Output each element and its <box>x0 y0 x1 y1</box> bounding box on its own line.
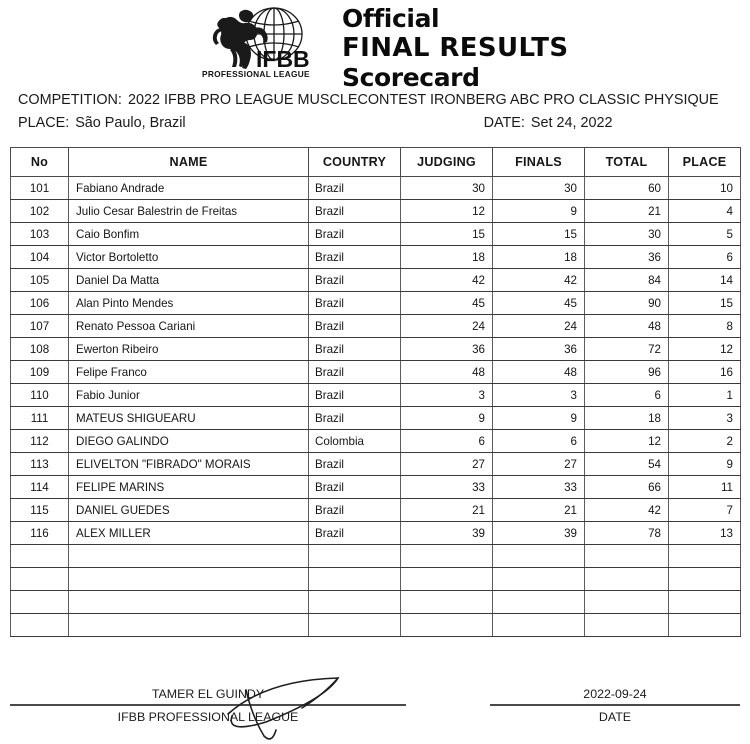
cell-total <box>585 568 669 591</box>
cell-country <box>309 545 401 568</box>
cell-judging: 42 <box>401 269 493 292</box>
cell-name: Alan Pinto Mendes <box>69 292 309 315</box>
results-table <box>10 147 741 637</box>
cell-no: 110 <box>11 384 69 407</box>
document-header <box>0 0 750 92</box>
table-row <box>11 545 741 568</box>
table-row <box>11 614 741 637</box>
cell-no: 101 <box>11 177 69 200</box>
cell-total <box>585 614 669 637</box>
cell-judging <box>401 545 493 568</box>
cell-finals <box>493 545 585 568</box>
cell-finals: 33 <box>493 476 585 499</box>
cell-judging: 12 <box>401 200 493 223</box>
results-table-wrap <box>10 147 740 637</box>
cell-total: 54 <box>585 453 669 476</box>
cell-name: DIEGO GALINDO <box>69 430 309 453</box>
cell-country: Brazil <box>309 292 401 315</box>
cell-finals: 48 <box>493 361 585 384</box>
title-line-scorecard: Scorecard <box>342 63 480 92</box>
table-row <box>11 315 741 338</box>
cell-name: ALEX MILLER <box>69 522 309 545</box>
column-header-total: TOTAL <box>585 148 669 177</box>
cell-place: 10 <box>669 177 741 200</box>
competition-label: COMPETITION: <box>18 92 122 108</box>
cell-no: 109 <box>11 361 69 384</box>
cell-name: Victor Bortoletto <box>69 246 309 269</box>
cell-judging: 39 <box>401 522 493 545</box>
cell-place <box>669 591 741 614</box>
cell-country: Brazil <box>309 453 401 476</box>
cell-judging: 6 <box>401 430 493 453</box>
cell-no: 116 <box>11 522 69 545</box>
cell-name <box>69 568 309 591</box>
place-value: São Paulo, Brazil <box>75 115 186 131</box>
title-line-official: Official <box>342 4 440 33</box>
column-header-judging: JUDGING <box>401 148 493 177</box>
cell-total: 30 <box>585 223 669 246</box>
cell-country: Brazil <box>309 338 401 361</box>
cell-no: 111 <box>11 407 69 430</box>
cell-finals <box>493 568 585 591</box>
table-row <box>11 453 741 476</box>
cell-name <box>69 545 309 568</box>
cell-name: Daniel Da Matta <box>69 269 309 292</box>
table-row <box>11 200 741 223</box>
cell-place: 4 <box>669 200 741 223</box>
document-footer <box>0 678 750 744</box>
footer-date-label: DATE <box>598 710 632 724</box>
signature-name: TAMER EL GUINDY <box>151 687 265 701</box>
cell-name <box>69 614 309 637</box>
table-row <box>11 522 741 545</box>
table-row <box>11 430 741 453</box>
title-line-final-results: FINAL RESULTS <box>342 33 569 63</box>
cell-judging <box>401 614 493 637</box>
cell-place: 3 <box>669 407 741 430</box>
cell-judging: 33 <box>401 476 493 499</box>
cell-judging: 9 <box>401 407 493 430</box>
cell-country: Brazil <box>309 522 401 545</box>
cell-total: 18 <box>585 407 669 430</box>
cell-name: FELIPE MARINS <box>69 476 309 499</box>
cell-place: 9 <box>669 453 741 476</box>
cell-place <box>669 545 741 568</box>
cell-total: 42 <box>585 499 669 522</box>
cell-total: 84 <box>585 269 669 292</box>
cell-country: Brazil <box>309 476 401 499</box>
cell-place: 15 <box>669 292 741 315</box>
cell-finals: 45 <box>493 292 585 315</box>
cell-country: Brazil <box>309 384 401 407</box>
cell-finals: 9 <box>493 200 585 223</box>
table-row <box>11 269 741 292</box>
cell-judging <box>401 591 493 614</box>
cell-place: 7 <box>669 499 741 522</box>
cell-total: 60 <box>585 177 669 200</box>
cell-no <box>11 568 69 591</box>
cell-place: 5 <box>669 223 741 246</box>
cell-place <box>669 614 741 637</box>
cell-country: Brazil <box>309 177 401 200</box>
cell-finals: 6 <box>493 430 585 453</box>
footer-date-value: 2022-09-24 <box>583 687 647 701</box>
cell-total: 72 <box>585 338 669 361</box>
column-header-place: PLACE <box>669 148 741 177</box>
cell-country: Brazil <box>309 200 401 223</box>
cell-place: 11 <box>669 476 741 499</box>
cell-country: Brazil <box>309 246 401 269</box>
cell-judging <box>401 568 493 591</box>
cell-judging: 21 <box>401 499 493 522</box>
cell-name: Caio Bonfim <box>69 223 309 246</box>
signature-block <box>10 684 406 726</box>
place-label: PLACE: <box>18 115 70 131</box>
ifbb-acronym: IFBB <box>256 46 310 72</box>
competition-value: 2022 IFBB PRO LEAGUE MUSCLECONTEST IRONBERG ABC PRO CLASSIC PHYSIQUE <box>127 92 719 108</box>
cell-finals: 42 <box>493 269 585 292</box>
competition-row <box>18 92 740 115</box>
cell-country: Brazil <box>309 499 401 522</box>
column-header-finals: FINALS <box>493 148 585 177</box>
cell-judging: 30 <box>401 177 493 200</box>
cell-country <box>309 614 401 637</box>
cell-no <box>11 545 69 568</box>
cell-no: 113 <box>11 453 69 476</box>
column-header-country: COUNTRY <box>309 148 401 177</box>
column-header-no: No <box>11 148 69 177</box>
table-row <box>11 361 741 384</box>
cell-place: 13 <box>669 522 741 545</box>
cell-total: 36 <box>585 246 669 269</box>
cell-finals: 30 <box>493 177 585 200</box>
table-row <box>11 384 741 407</box>
table-row <box>11 568 741 591</box>
cell-total: 96 <box>585 361 669 384</box>
cell-total: 6 <box>585 384 669 407</box>
cell-no <box>11 591 69 614</box>
cell-country: Colombia <box>309 430 401 453</box>
cell-no: 112 <box>11 430 69 453</box>
cell-total: 78 <box>585 522 669 545</box>
table-row <box>11 407 741 430</box>
cell-judging: 36 <box>401 338 493 361</box>
place-date-row <box>18 115 740 138</box>
cell-no: 102 <box>11 200 69 223</box>
cell-name: DANIEL GUEDES <box>69 499 309 522</box>
cell-no: 107 <box>11 315 69 338</box>
table-row <box>11 292 741 315</box>
cell-no: 105 <box>11 269 69 292</box>
cell-total: 12 <box>585 430 669 453</box>
cell-country: Brazil <box>309 269 401 292</box>
cell-finals: 3 <box>493 384 585 407</box>
cell-country: Brazil <box>309 223 401 246</box>
cell-name <box>69 591 309 614</box>
cell-total <box>585 591 669 614</box>
cell-total: 90 <box>585 292 669 315</box>
cell-finals <box>493 591 585 614</box>
cell-finals: 21 <box>493 499 585 522</box>
cell-name: Fabiano Andrade <box>69 177 309 200</box>
cell-name: ELIVELTON "FIBRADO" MORAIS <box>69 453 309 476</box>
cell-no: 115 <box>11 499 69 522</box>
cell-no: 106 <box>11 292 69 315</box>
cell-judging: 48 <box>401 361 493 384</box>
cell-name: Julio Cesar Balestrin de Freitas <box>69 200 309 223</box>
cell-name: Renato Pessoa Cariani <box>69 315 309 338</box>
cell-finals: 36 <box>493 338 585 361</box>
cell-name: Felipe Franco <box>69 361 309 384</box>
cell-place: 1 <box>669 384 741 407</box>
cell-total <box>585 545 669 568</box>
table-row <box>11 246 741 269</box>
date-value: Set 24, 2022 <box>530 115 613 131</box>
cell-no: 108 <box>11 338 69 361</box>
table-row <box>11 177 741 200</box>
cell-total: 48 <box>585 315 669 338</box>
cell-judging: 18 <box>401 246 493 269</box>
cell-finals <box>493 614 585 637</box>
table-row <box>11 591 741 614</box>
cell-country <box>309 568 401 591</box>
table-row <box>11 223 741 246</box>
date-label: DATE: <box>483 115 525 131</box>
event-meta <box>0 92 750 138</box>
cell-finals: 9 <box>493 407 585 430</box>
cell-country: Brazil <box>309 361 401 384</box>
cell-country: Brazil <box>309 407 401 430</box>
column-header-name: NAME <box>69 148 309 177</box>
cell-country: Brazil <box>309 315 401 338</box>
document-title <box>342 4 568 90</box>
cell-no <box>11 614 69 637</box>
cell-finals: 39 <box>493 522 585 545</box>
signature-role: IFBB PROFESSIONAL LEAGUE <box>117 710 299 724</box>
cell-total: 21 <box>585 200 669 223</box>
cell-judging: 15 <box>401 223 493 246</box>
ifbb-subtitle: PROFESSIONAL LEAGUE <box>202 69 310 79</box>
cell-name: MATEUS SHIGUEARU <box>69 407 309 430</box>
cell-finals: 15 <box>493 223 585 246</box>
cell-place: 8 <box>669 315 741 338</box>
date-block <box>490 684 740 726</box>
cell-name: Fabio Junior <box>69 384 309 407</box>
cell-place: 6 <box>669 246 741 269</box>
table-header-row <box>11 148 741 177</box>
cell-no: 114 <box>11 476 69 499</box>
table-row <box>11 338 741 361</box>
cell-judging: 3 <box>401 384 493 407</box>
table-row <box>11 476 741 499</box>
cell-place: 14 <box>669 269 741 292</box>
cell-finals: 27 <box>493 453 585 476</box>
ifbb-logo <box>196 4 328 88</box>
cell-no: 104 <box>11 246 69 269</box>
cell-finals: 24 <box>493 315 585 338</box>
cell-place <box>669 568 741 591</box>
cell-judging: 45 <box>401 292 493 315</box>
cell-place: 16 <box>669 361 741 384</box>
cell-place: 2 <box>669 430 741 453</box>
cell-judging: 24 <box>401 315 493 338</box>
cell-total: 66 <box>585 476 669 499</box>
cell-no: 103 <box>11 223 69 246</box>
cell-country <box>309 591 401 614</box>
cell-judging: 27 <box>401 453 493 476</box>
cell-place: 12 <box>669 338 741 361</box>
results-table-body <box>11 177 741 637</box>
cell-name: Ewerton Ribeiro <box>69 338 309 361</box>
cell-finals: 18 <box>493 246 585 269</box>
table-row <box>11 499 741 522</box>
